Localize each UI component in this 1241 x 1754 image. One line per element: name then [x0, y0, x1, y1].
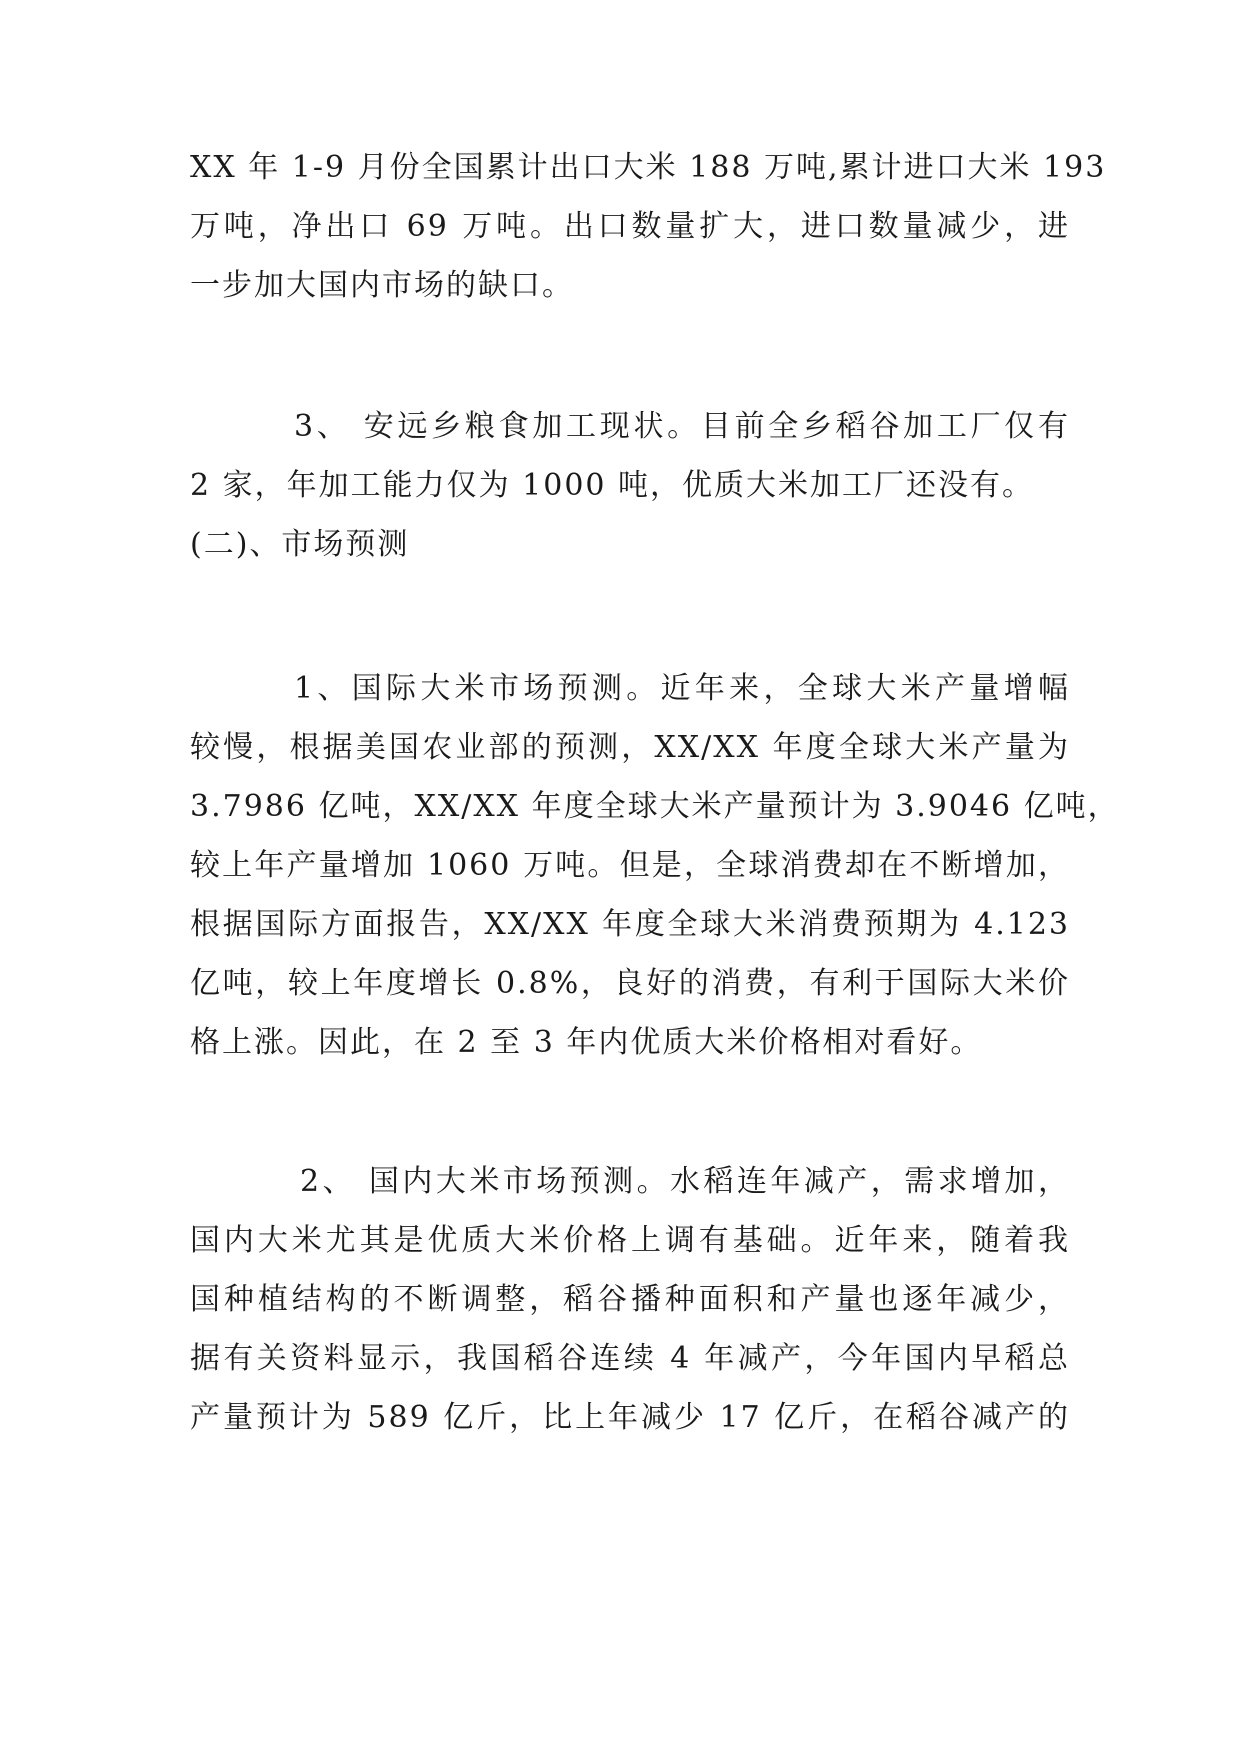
text-line: 2 家，年加工能力仅为 1000 吨，优质大米加工厂还没有。: [190, 468, 1035, 503]
paragraph-international-forecast: [190, 659, 1120, 1072]
text-line: 国种植结构的不断调整，稻谷播种面积和产量也逐年减少，: [190, 1282, 1070, 1317]
text-line: 3、 安远乡粮食加工现状。目前全乡稻谷加工厂仅有: [294, 409, 1070, 444]
text-line: 一步加大国内市场的缺口。: [190, 268, 574, 303]
text-line: 3.7986 亿吨，XX/XX 年度全球大米产量预计为 3.9046 亿吨，: [190, 789, 1120, 824]
text-line: 产量预计为 589 亿斤，比上年减少 17 亿斤，在稻谷减产的: [190, 1400, 1070, 1435]
text-line: 格上涨。因此，在 2 至 3 年内优质大米价格相对看好。: [190, 1025, 983, 1060]
paragraph-domestic-forecast: [190, 1152, 1070, 1447]
text-line: 据有关资料显示，我国稻谷连续 4 年减产，今年国内早稻总: [190, 1341, 1070, 1376]
text-line: 较慢，根据美国农业部的预测，XX/XX 年度全球大米产量为: [190, 730, 1070, 765]
text-line: 万吨，净出口 69 万吨。出口数量扩大，进口数量减少，进: [190, 209, 1070, 244]
text-line: 国内大米尤其是优质大米价格上调有基础。近年来，随着我: [190, 1223, 1070, 1258]
text-line: 根据国际方面报告，XX/XX 年度全球大米消费预期为 4.123: [190, 907, 1070, 942]
text-line: 较上年产量增加 1060 万吨。但是，全球消费却在不断增加，: [190, 848, 1070, 883]
text-line: XX 年 1-9 月份全国累计出口大米 188 万吨,累计进口大米 193: [190, 150, 1107, 185]
text-line: 1、国际大米市场预测。近年来，全球大米产量增幅: [294, 671, 1070, 706]
paragraph-rice-trade: [190, 138, 1107, 315]
text-line: 2、 国内大米市场预测。水稻连年减产，需求增加，: [300, 1164, 1070, 1199]
section-heading-market-forecast: (二)、市场预测: [190, 527, 410, 562]
text-line: 亿吨，较上年度增长 0.8%，良好的消费，有利于国际大米价: [190, 966, 1070, 1001]
paragraph-processing-status: [190, 397, 1070, 574]
